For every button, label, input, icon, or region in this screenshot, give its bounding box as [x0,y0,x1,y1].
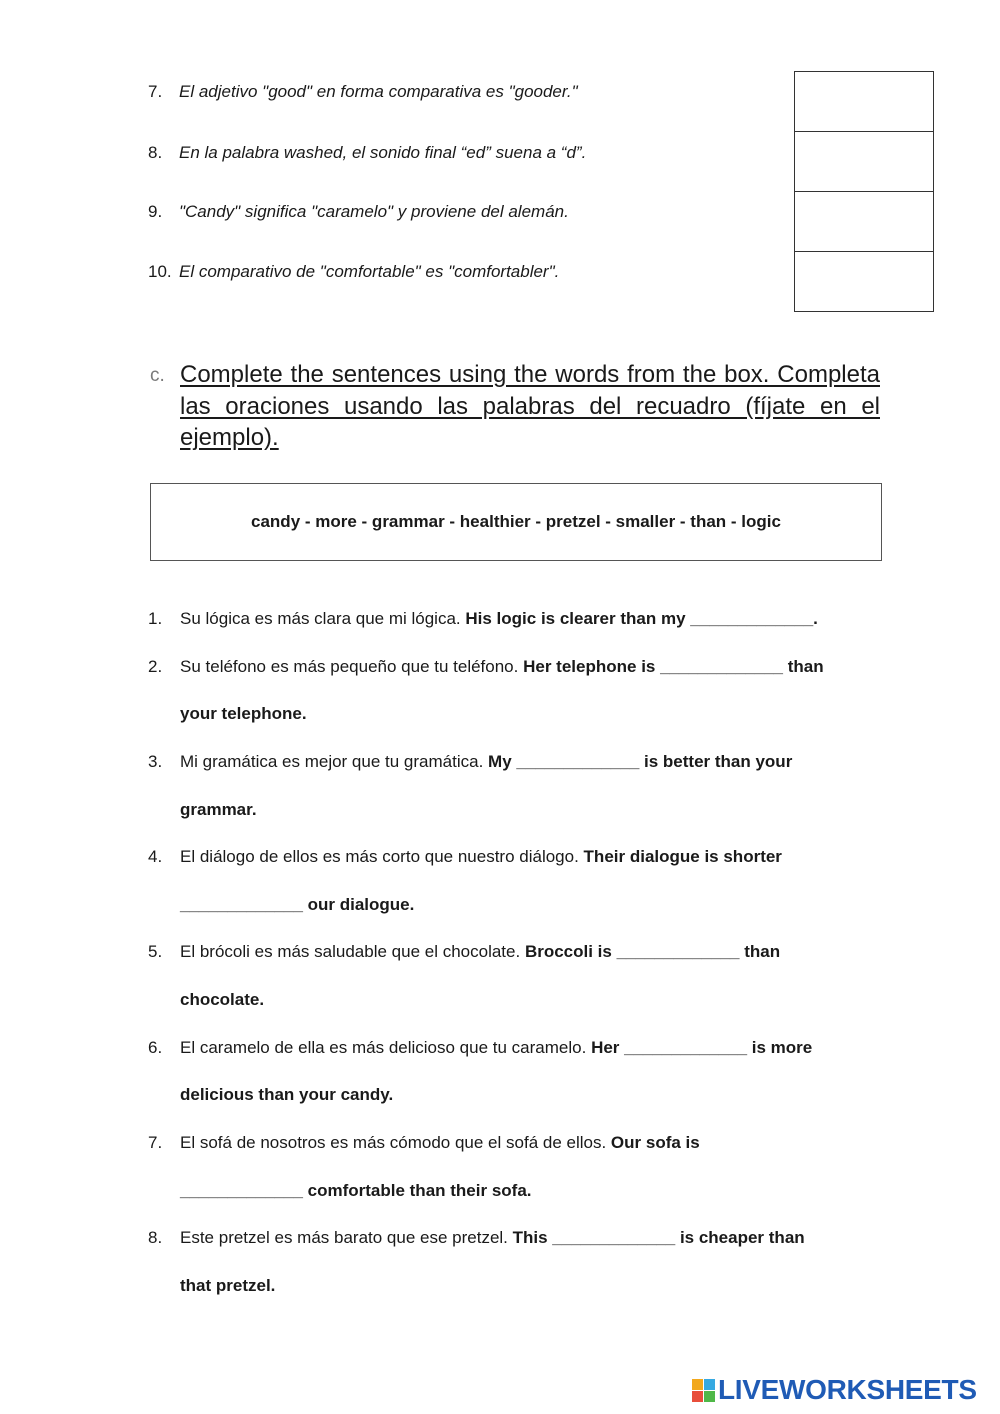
exercise-8 [148,1228,805,1248]
tf-item-10 [148,262,559,282]
exercise-8-continued [180,1276,275,1296]
tf-item-7 [148,82,578,102]
spanish-sentence: El sofá de nosotros es más cómodo que el sofá de ellos. [180,1133,607,1152]
item-text: El comparativo de "comfortable" es "comfortabler". [179,262,560,281]
exercise-3-continued [180,800,257,820]
spanish-sentence: Su teléfono es más pequeño que tu teléfono. [180,657,519,676]
item-number: 8. [148,1228,163,1247]
item-number: 8. [148,143,163,162]
item-number: 4. [148,847,163,866]
english-sentence-continued: _____________ comfortable than their sofa. [180,1181,532,1200]
english-sentence-continued: that pretzel. [180,1276,276,1295]
exercise-6-continued [180,1085,393,1105]
word-box [150,483,882,561]
item-text: "Candy" significa "caramelo" y proviene del alemán. [179,202,569,221]
english-sentence: My _____________ is better than your [488,752,793,771]
exercise-7-continued [180,1181,532,1201]
exercise-4 [148,847,782,867]
english-sentence-continued: _____________ our dialogue. [180,895,415,914]
item-number: 7. [148,1133,163,1152]
answer-box-10[interactable] [795,252,933,312]
spanish-sentence: Su lógica es más clara que mi lógica. [180,609,461,628]
answer-box-8[interactable] [795,132,933,192]
exercise-5-continued [180,990,264,1010]
logo-text: LIVEWORKSHEETS [718,1374,977,1405]
item-number: 9. [148,202,163,221]
english-sentence-continued: chocolate. [180,990,265,1009]
item-number: 10. [148,262,172,281]
logo-icon [692,1379,715,1402]
spanish-sentence: Este pretzel es más barato que ese pretzel. [180,1228,508,1247]
exercise-4-continued [180,895,414,915]
spanish-sentence: El caramelo de ella es más delicioso que tu caramelo. [180,1038,587,1057]
exercise-2-continued [180,704,307,724]
exercise-7 [148,1133,700,1153]
item-number: 1. [148,609,163,628]
english-sentence: This _____________ is cheaper than [512,1228,805,1247]
section-letter: c. [150,365,165,386]
tf-item-9 [148,202,569,222]
section-title: Complete the sentences using the words from the box. Completa las oraciones usando las palabras del recuadro (fíjate en el ejemplo). [180,361,880,451]
answer-boxes [794,71,934,312]
english-sentence: Broccoli is _____________ than [524,942,781,961]
liveworksheets-logo [692,1374,977,1406]
item-number: 7. [148,82,163,101]
answer-box-9[interactable] [795,192,933,252]
item-number: 2. [148,657,163,676]
english-sentence: Our sofa is [610,1133,700,1152]
english-sentence-continued: your telephone. [180,704,307,723]
spanish-sentence: El diálogo de ellos es más corto que nuestro diálogo. [180,847,579,866]
english-sentence: Their dialogue is shorter [583,847,782,866]
exercise-3 [148,752,792,772]
exercise-5 [148,942,780,962]
answer-box-7[interactable] [795,72,933,132]
english-sentence: Her _____________ is more [591,1038,813,1057]
item-number: 6. [148,1038,163,1057]
spanish-sentence: Mi gramática es mejor que tu gramática. [180,752,484,771]
spanish-sentence: El brócoli es más saludable que el chocolate. [180,942,521,961]
english-sentence: Her telephone is _____________ than [523,657,824,676]
english-sentence: His logic is clearer than my _____________. [465,609,818,628]
logo-square-1 [692,1379,703,1390]
tf-item-8 [148,143,586,163]
item-number: 5. [148,942,163,961]
logo-square-3 [692,1391,703,1402]
word-box-text: candy - more - grammar - healthier - pretzel - smaller - than - logic [251,512,781,531]
exercise-1 [148,609,818,629]
exercise-6 [148,1038,812,1058]
item-text: El adjetivo "good" en forma comparativa es "gooder." [179,82,578,101]
logo-square-4 [704,1391,715,1402]
item-text: En la palabra washed, el sonido final “ed” suena a “d”. [179,143,587,162]
item-number: 3. [148,752,163,771]
logo-square-2 [704,1379,715,1390]
english-sentence-continued: grammar. [180,800,257,819]
english-sentence-continued: delicious than your candy. [180,1085,394,1104]
exercise-2 [148,657,824,677]
